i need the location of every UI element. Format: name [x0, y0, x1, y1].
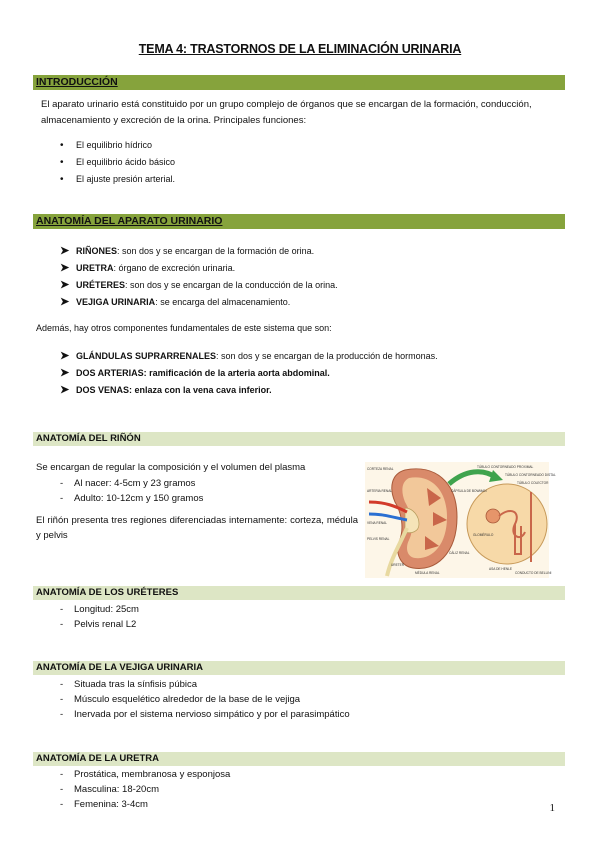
list-item: - Músculo esquelético alrededor de la base de le vejiga [36, 692, 536, 707]
list-item: - Situada tras la sínfisis púbica [36, 677, 536, 692]
other-components-text: Además, hay otros componentes fundamentales de este sistema que son: [36, 323, 332, 333]
arrow-right-icon: ➤ [60, 350, 70, 362]
list-item [32, 382, 552, 399]
list-item: - Masculina: 18-20cm [36, 782, 436, 797]
section-heading: ANATOMÍA DE LA URETRA [36, 753, 159, 764]
organ-term: URETRA [76, 263, 114, 273]
list-item: • El equilibrio hídrico [36, 137, 436, 154]
list-item: - Inervada por el sistema nervioso simpático y por el parasimpático [36, 707, 536, 722]
page-number: 1 [549, 802, 555, 814]
diagram-label-pelvis: PELVIS RENAL [367, 537, 390, 541]
section-header-rinon [33, 432, 565, 446]
section-header-ureteres [33, 586, 565, 600]
organs-list [32, 243, 552, 311]
diagram-label-capsula: CÁPSULA DE BOWMAN [451, 489, 487, 493]
section-heading: ANATOMÍA DE LOS URÉTERES [36, 587, 179, 598]
diagram-label-asa: ASA DE HENLE [489, 567, 513, 571]
diagram-label-medula: MÉDULA RENAL [415, 571, 440, 575]
list-item: - Al nacer: 4-5cm y 23 gramos [36, 476, 356, 491]
section-header-uretra [33, 752, 565, 766]
urethra-list [36, 767, 436, 812]
component-term: DOS VENAS [76, 385, 130, 395]
diagram-label-tubulo-dist: TÚBULO CONTORNEADO DISTAL [505, 473, 556, 477]
organ-term: RIÑONES [76, 246, 118, 256]
arrow-right-icon: ➤ [60, 262, 70, 274]
list-item [32, 294, 552, 311]
other-components-list [32, 348, 552, 399]
organ-desc: : son dos y se encargan de la formación de orina. [117, 246, 315, 256]
organ-desc: : se encarga del almacenamiento. [155, 297, 291, 307]
organ-desc: : son dos y se encargan de la conducción de la orina. [125, 280, 338, 290]
organ-term: URÉTERES [76, 280, 126, 290]
ureters-list [36, 602, 356, 632]
list-item: - Adulto: 10-12cm y 150 gramos [36, 491, 356, 506]
diagram-label-vena: VENA RENAL [367, 521, 388, 525]
kidney-diagram [365, 462, 556, 578]
component-desc: : son dos y se encargan de la producción de hormonas. [216, 351, 438, 361]
diagram-label-tubulo-prox: TÚBULO CONTORNEADO PROXIMAL [477, 465, 534, 469]
arrow-right-icon: ➤ [60, 245, 70, 257]
arrow-right-icon: ➤ [60, 384, 70, 396]
list-item: - Longitud: 25cm [36, 602, 356, 617]
diagram-label-caliz: CÁLIZ RENAL [449, 551, 470, 555]
component-desc: : enlaza con la vena cava inferior. [129, 385, 272, 395]
list-item: - Prostática, membranosa y esponjosa [36, 767, 436, 782]
intro-paragraph: El aparato urinario está constituido por un grupo complejo de órganos que se encargan de la formación, conducción, almacenamiento y excreción de la orina. Principales funciones: [41, 99, 532, 126]
diagram-label-glomerulo: GLOMÉRULO [473, 533, 494, 537]
diagram-label-arteria: ARTERIA RENAL [367, 489, 393, 493]
diagram-label-conducto: CONDUCTO DE BELLINI [515, 571, 552, 575]
diagram-label-colector: TÚBULO COLECTOR [517, 481, 549, 485]
section-header-introduccion [33, 75, 565, 90]
list-item [32, 277, 552, 294]
list-item: - Femenina: 3-4cm [36, 797, 436, 812]
arrow-right-icon: ➤ [60, 279, 70, 291]
diagram-label-ureter: URETER [391, 563, 405, 567]
section-header-anatomia-aparato [33, 214, 565, 229]
component-term: DOS ARTERIAS [76, 368, 144, 378]
arrow-right-icon: ➤ [60, 367, 70, 379]
section-heading: ANATOMÍA DEL APARATO URINARIO [36, 215, 223, 227]
component-term: GLÁNDULAS SUPRARRENALES [76, 351, 217, 361]
kidney-regions-text: El riñón presenta tres regiones diferenciadas internamente: corteza, médula y pelvis [36, 515, 358, 541]
arrow-right-icon: ➤ [60, 296, 70, 308]
section-heading: INTRODUCCIÓN [36, 76, 118, 88]
list-item [32, 348, 552, 365]
kidney-illustration [365, 462, 556, 578]
organ-desc: : órgano de excreción urinaria. [113, 263, 236, 273]
component-desc: : ramificación de la arteria aorta abdominal. [143, 368, 330, 378]
list-item: • El ajuste presión arterial. [36, 171, 436, 188]
section-heading: ANATOMÍA DE LA VEJIGA URINARIA [36, 662, 203, 673]
list-item: - Pelvis renal L2 [36, 617, 356, 632]
list-item [32, 365, 552, 382]
kidney-list [36, 476, 356, 506]
section-header-vejiga [33, 661, 565, 675]
list-item: • El equilibrio ácido básico [36, 154, 436, 171]
diagram-label-corteza: CORTEZA RENAL [367, 467, 394, 471]
section-heading: ANATOMÍA DEL RIÑÓN [36, 433, 141, 444]
functions-list [36, 137, 436, 188]
organ-term: VEJIGA URINARIA [76, 297, 156, 307]
page-title: TEMA 4: TRASTORNOS DE LA ELIMINACIÓN URINARIA [138, 42, 462, 56]
list-item [32, 260, 552, 277]
kidney-paragraph: Se encargan de regular la composición y el volumen del plasma [36, 462, 306, 473]
bladder-list [36, 677, 536, 722]
list-item [32, 243, 552, 260]
